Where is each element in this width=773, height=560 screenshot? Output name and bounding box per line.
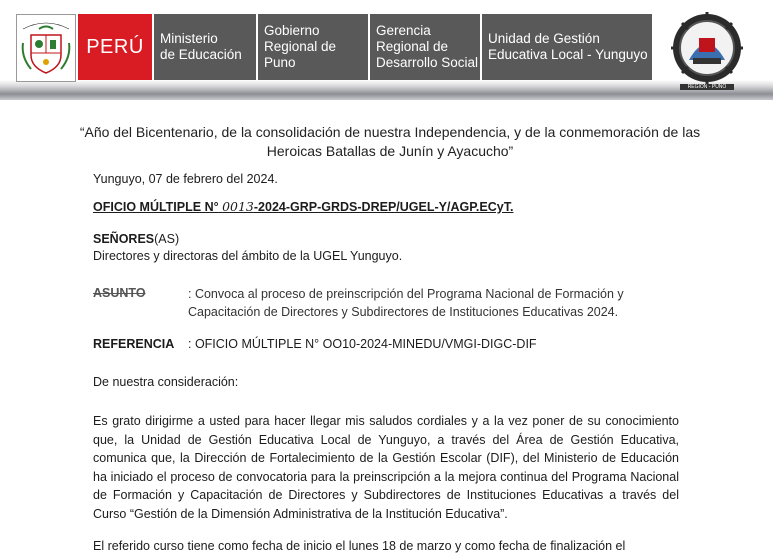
senores-suffix: (AS) — [154, 232, 180, 246]
regional-government-line-1: Gobierno — [264, 23, 320, 38]
ugel-line-2: Educativa Local - Yunguyo — [488, 47, 648, 62]
referencia-label: REFERENCIA — [93, 337, 175, 351]
asunto-label: ASUNTO — [93, 286, 146, 300]
peru-brand-box — [78, 14, 152, 80]
oficio-reference — [93, 198, 513, 216]
ugel-line-1: Unidad de Gestión — [488, 31, 600, 46]
letter-date: Yunguyo, 07 de febrero del 2024. — [93, 172, 278, 186]
body-paragraph-1: Es grato dirigirme a usted para hacer llegar mis saludos cordiales y a la vez poner de su conocimiento que, la Unidad de Gestión Educativa Local de Yunguyo, a través del Área de Gestión Educativa, comunica que, la Dirección de Fortalecimiento de la Gestión Escolar (DIF), del Ministerio de Educación ha iniciado el proceso de convocatoria para la preinscripción a la mejora continua del Programa Nacional de Formación y Capacitación de Directores y Subdirectores de Instituciones Educativas a través del Curso “Gestión de la Dimensión Administrativa de la Institución Educativa”. — [93, 414, 679, 521]
senores-bold: SEÑORES — [93, 232, 155, 246]
ministry-line-1: Ministerio — [160, 31, 218, 46]
oficio-suffix: -2024-GRP-GRDS-DREP/UGEL-Y/AGP.ECyT. — [253, 200, 514, 214]
oficio-prefix: OFICIO MÚLTIPLE N° — [93, 200, 219, 214]
regional-government-box — [258, 14, 368, 80]
ugel-yunguyo-emblem-icon — [669, 8, 745, 94]
ugel-box — [482, 14, 652, 80]
social-development-line-2: Regional de — [376, 39, 449, 54]
peru-label: PERÚ — [86, 35, 144, 58]
asunto-text: : Convoca al proceso de preinscripción del Programa Nacional de Formación y Capacitación de Directores y Subdirectores de Instituciones Educativas 2024. — [188, 287, 624, 319]
referencia-text: : OFICIO MÚLTIPLE N° OO10-2024-MINEDU/VMGI-DIGC-DIF — [188, 337, 537, 351]
social-development-line-1: Gerencia — [376, 23, 431, 38]
peru-coat-of-arms-logo — [16, 14, 76, 82]
social-development-line-3: Desarrollo Social — [376, 55, 479, 70]
emblem-caption: REGION - PUNO — [680, 84, 734, 90]
regional-government-line-2: Regional de Puno — [264, 39, 337, 70]
body-paragraph-2: El referido curso tiene como fecha de inicio el lunes 18 de marzo y como fecha de finalización el — [93, 539, 626, 553]
ministry-line-2: de Educación — [160, 47, 242, 62]
addressee-recipients: Directores y directoras del ámbito de la UGEL Yunguyo. — [93, 249, 403, 263]
greeting: De nuestra consideración: — [93, 375, 239, 389]
social-development-box — [370, 14, 480, 80]
letterhead — [0, 0, 773, 100]
addressee-heading — [93, 230, 179, 248]
year-motto: “Año del Bicentenario, de la consolidación de nuestra Independencia, y de la conmemoración de las Heroicas Batallas de Junín y Ayacucho” — [79, 124, 701, 159]
ministry-box — [154, 14, 256, 80]
oficio-handwritten-number: 0013 — [222, 199, 254, 214]
shield-icon — [17, 15, 75, 81]
